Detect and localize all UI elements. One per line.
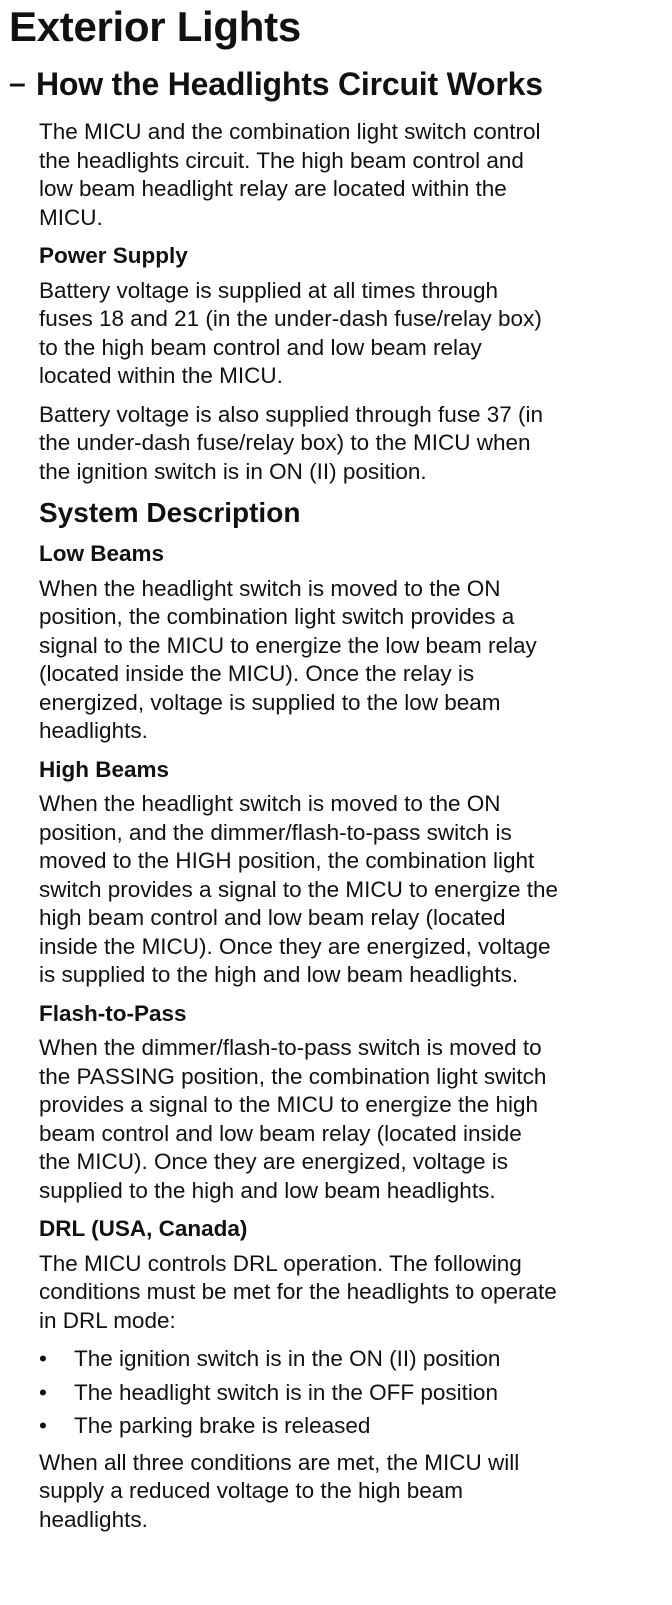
subtitle-dash: – xyxy=(9,67,26,100)
condition-text: The parking brake is released xyxy=(74,1413,371,1438)
condition-text: The headlight switch is in the OFF position xyxy=(74,1379,498,1405)
flash-to-pass-paragraph: When the dimmer/flash-to-pass switch is moved to the PASSING position, the combination light switch provides a signal to the MICU to energize the high beam control and low beam relay (located inside the MICU). Once they are energized, voltage is supplied to the high and low beam headlights. xyxy=(39,1035,547,1203)
list-item xyxy=(39,1379,669,1408)
list-item xyxy=(39,1345,669,1374)
bullet-icon: • xyxy=(39,1346,47,1371)
drl-closing-paragraph: When all three conditions are met, the MICU will supply a reduced voltage to the high beam headlights. xyxy=(39,1449,520,1532)
power-supply-paragraph-2: Battery voltage is also supplied through fuse 37 (in the under-dash fuse/relay box) to the MICU when the ignition switch is in ON (II) position. xyxy=(39,401,544,484)
drl-paragraph: The MICU controls DRL operation. The following conditions must be met for the headlights to operate in DRL mode: xyxy=(39,1250,557,1333)
bullet-icon: • xyxy=(39,1413,47,1438)
low-beams-heading: Low Beams xyxy=(39,541,165,566)
article-body xyxy=(39,118,669,1544)
drl-conditions-list xyxy=(39,1345,669,1441)
power-supply-paragraph-1: Battery voltage is supplied at all times through fuses 18 and 21 (in the under-dash fuse/relay box) to the high beam control and low beam relay located within the MICU. xyxy=(39,277,542,388)
high-beams-paragraph: When the headlight switch is moved to the ON position, and the dimmer/flash-to-pass switch is moved to the HIGH position, the combination light switch provides a signal to the MICU to energize the high beam control and low beam relay (located inside the MICU). Once they are energized, voltage is supplied to the high and low beam headlights. xyxy=(39,791,559,987)
section-title: How the Headlights Circuit Works xyxy=(36,66,543,102)
condition-text: The ignition switch is in the ON (II) position xyxy=(74,1346,501,1371)
power-supply-heading: Power Supply xyxy=(39,243,188,268)
bullet-icon: • xyxy=(39,1379,47,1405)
drl-heading: DRL (USA, Canada) xyxy=(39,1216,248,1241)
flash-to-pass-heading: Flash-to-Pass xyxy=(39,1000,187,1026)
page-title: Exterior Lights xyxy=(9,3,301,50)
list-item xyxy=(39,1412,669,1441)
intro-paragraph: The MICU and the combination light switch control the headlights circuit. The high beam control and low beam headlight relay are located within the MICU. xyxy=(39,119,541,230)
low-beams-paragraph: When the headlight switch is moved to the ON position, the combination light switch provides a signal to the MICU to energize the low beam relay (located inside the MICU). Once the relay is energized, voltage is supplied to the low beam headlights. xyxy=(39,575,537,743)
high-beams-heading: High Beams xyxy=(39,756,170,782)
system-description-heading: System Description xyxy=(39,497,301,528)
